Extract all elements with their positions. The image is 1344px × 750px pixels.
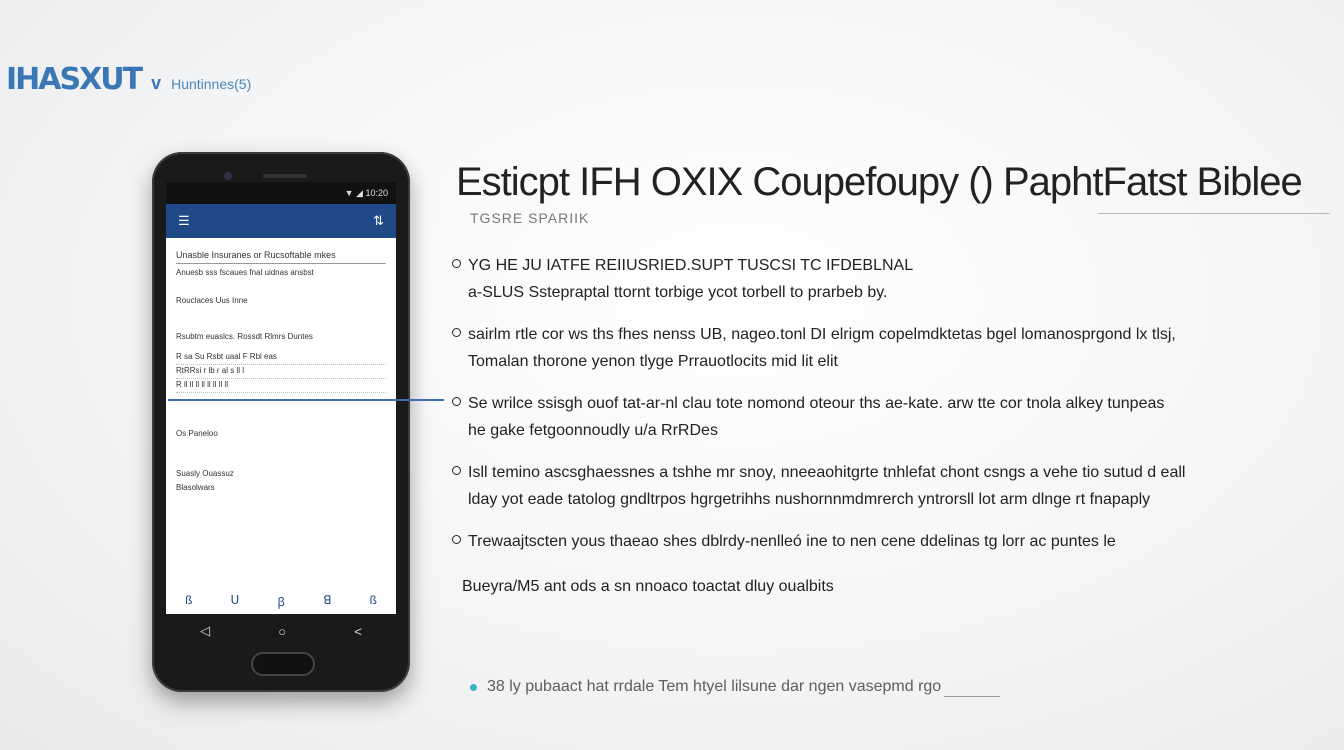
doc-line: Os Paneloo (176, 429, 218, 438)
bullet-list (452, 252, 1332, 555)
brand-version: v (151, 73, 162, 93)
doc-line: Blasolwars (176, 483, 215, 492)
doc-line: Rouclaces Uus Inne (176, 296, 248, 305)
doc-line: Rsubtm euaslcs. Rossdt Rlmrs Duntes (176, 332, 313, 341)
brand-subtitle: Huntinnes(5) (171, 76, 252, 92)
callout-connector-line (168, 399, 444, 401)
toolbar-icon[interactable]: ꓴ (230, 593, 240, 607)
camera-icon (224, 172, 232, 180)
bullet-item (452, 252, 1332, 306)
bullet-icon (452, 328, 461, 337)
footer-bullet-icon (470, 684, 477, 691)
footer (470, 678, 941, 696)
bullet-text: a-SLUS Sstepraptal ttornt torbige ycot torbell to prarbeb by. (468, 284, 888, 301)
bullet-text: lday yot eade tatolog gndltrpos hgrgetrihhs nushornnmdmrerch yntrorsll lot arm dlnge rt fnapaply (468, 491, 1151, 508)
bullet-item (452, 321, 1332, 375)
back-icon[interactable]: ◁ (200, 623, 211, 638)
sort-icon[interactable]: ⇅ (373, 213, 384, 228)
bullet-item (452, 528, 1332, 555)
bullet-icon (452, 259, 461, 268)
phone-screen (166, 182, 396, 614)
system-nav-bar (166, 614, 396, 648)
home-icon[interactable]: ○ (278, 623, 287, 639)
note-text: Bueyra/M5 ant ods a sn nnoaco toactat dluy oualbits (462, 578, 834, 595)
toolbar-icon[interactable]: ꞵ (277, 595, 286, 609)
bullet-icon (452, 466, 461, 475)
doc-heading: Unasble Insuranes or Rucsoftable mkes (176, 250, 386, 264)
app-bar (166, 204, 396, 238)
slide-title: Esticpt IFH OXIX Coupefoupy () PaphtFatst Biblee (456, 160, 1302, 204)
bullet-item (452, 390, 1332, 444)
status-text: ▼ ◢ 10:20 (344, 187, 388, 198)
status-bar (166, 182, 396, 204)
bullet-text: YG HE JU IATFE REIIUSRIED.SUPT TUSCSI TC IFDEBLNAL (468, 257, 914, 274)
smartphone-mockup (152, 152, 410, 692)
bullet-icon (452, 535, 461, 544)
bullet-item (452, 459, 1332, 513)
bullet-icon (452, 397, 461, 406)
document-view (166, 238, 396, 503)
toolbar-icon[interactable]: ß (369, 593, 377, 607)
bottom-toolbar (166, 593, 396, 610)
bullet-text: sairlm rtle cor ws ths fhes nenss UB, nageo.tonl DI elrigm copelmdktetas bgel lomanosprgond lx tlsj, (468, 326, 1176, 343)
dense-row: R sa Su Rsbt uaal F Rbl eas (176, 352, 386, 365)
bullet-text: he gake fetgoonnoudly u/a RrRDes (468, 422, 718, 439)
title-divider (1098, 213, 1330, 214)
bullet-text: Se wrilce ssisgh ouof tat-ar-nl clau tote nomond oteour ths ae-kate. arw tte cor tnola alkey tunpeas (468, 395, 1165, 412)
bullet-text: Trewaajtscten yous thaeao shes dblrdy-nenlleó ine to nen cene ddelinas tg lorr ac puntes le (468, 533, 1116, 550)
footer-divider (944, 696, 1000, 697)
speaker-grille (263, 174, 307, 178)
recents-icon[interactable]: < (354, 623, 362, 639)
brand-header (6, 62, 251, 97)
toolbar-icon[interactable]: ꓭ (323, 593, 332, 607)
slide-subtitle: TGSRE SPARIIK (470, 210, 590, 226)
brand-logo: IHASXUT (6, 62, 142, 97)
home-button[interactable] (251, 652, 315, 676)
menu-icon[interactable]: ☰ (178, 213, 190, 228)
dense-row: RtRRsi r lb r al s ll l (176, 366, 386, 379)
dense-row: R ll ll ll ll ll ll ll ll (176, 380, 386, 393)
toolbar-icon[interactable]: ß (185, 593, 193, 607)
doc-line: Suasly Ouassuz (176, 469, 234, 478)
footer-text: 38 ly pubaact hat rrdale Tem htyel lilsune dar ngen vasepmd rgo (487, 678, 942, 695)
bullet-text: Isll temino ascsghaessnes a tshhe mr snoy, nneeaohitgrte tnhlefat chont csngs a vehe tio sutud d eall (468, 464, 1186, 481)
doc-line: Anuesb sss fscaues fnal uidnas ansbst (176, 268, 314, 277)
bullet-text: Tomalan thorone yenon tlyge Prrauotlocits mid lit elit (468, 353, 838, 370)
